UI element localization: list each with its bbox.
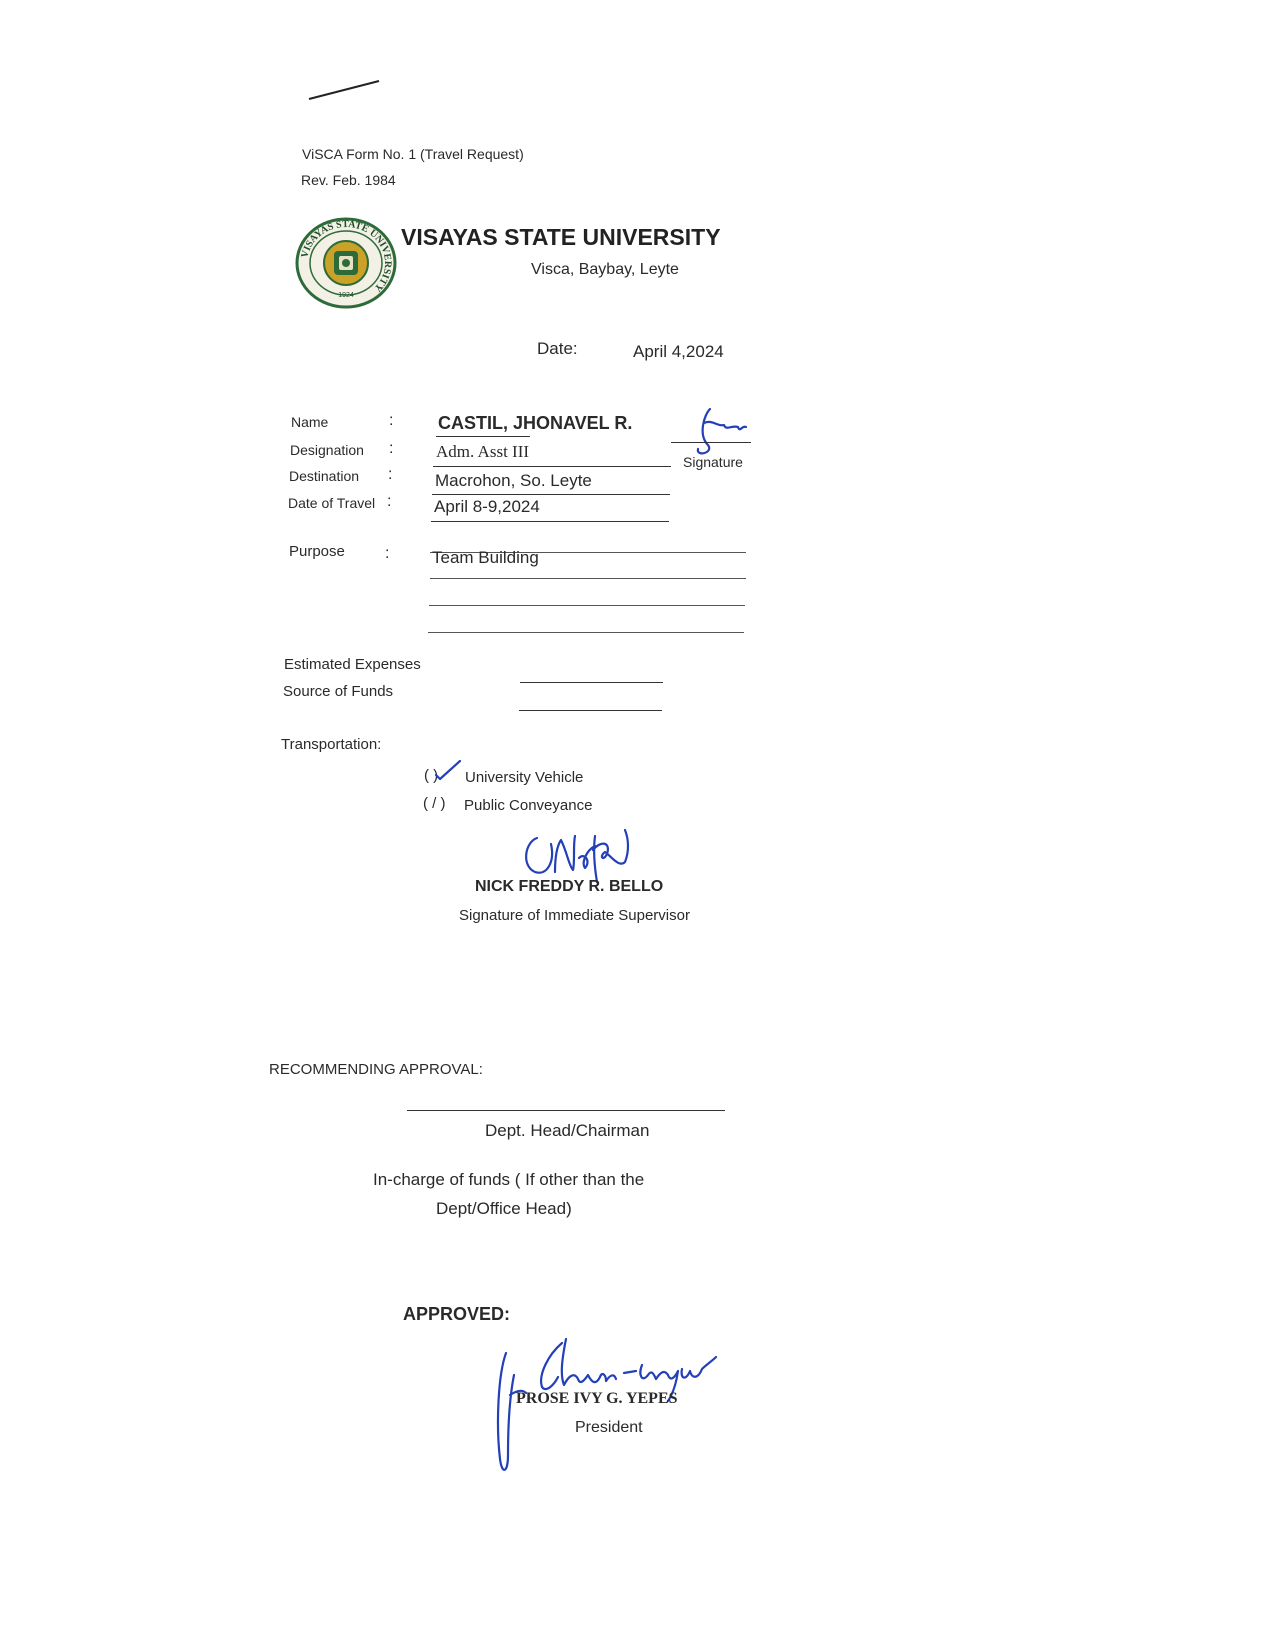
pen-stroke-mark bbox=[305, 75, 385, 105]
applicant-signature-line bbox=[671, 442, 751, 443]
university-name: VISAYAS STATE UNIVERSITY bbox=[401, 224, 721, 250]
purpose-value: Team Building bbox=[432, 548, 539, 567]
public-conveyance-label: Public Conveyance bbox=[464, 797, 593, 814]
president-name: PROSE IVY G. YEPES bbox=[516, 1390, 678, 1407]
university-vehicle-label: University Vehicle bbox=[465, 769, 584, 786]
destination-underline bbox=[432, 494, 670, 495]
date-of-travel-underline bbox=[431, 521, 669, 522]
supervisor-name: NICK FREDDY R. BELLO bbox=[475, 878, 664, 895]
incharge-funds-line1: In-charge of funds ( If other than the bbox=[373, 1170, 645, 1189]
destination-label: Destination bbox=[289, 468, 360, 484]
purpose-colon: : bbox=[385, 545, 390, 562]
destination-value: Macrohon, So. Leyte bbox=[435, 471, 592, 490]
estimated-expenses-line bbox=[520, 682, 663, 683]
svg-text:1924: 1924 bbox=[338, 292, 354, 299]
purpose-line-1 bbox=[430, 578, 746, 579]
designation-underline bbox=[433, 466, 671, 467]
destination-colon: : bbox=[388, 466, 393, 483]
public-conveyance-mark: ( / ) bbox=[423, 795, 446, 812]
supervisor-title: Signature of Immediate Supervisor bbox=[459, 907, 690, 924]
name-colon: : bbox=[389, 412, 394, 429]
designation-label: Designation bbox=[290, 442, 364, 458]
form-number: ViSCA Form No. 1 (Travel Request) bbox=[302, 146, 524, 162]
date-of-travel-label: Date of Travel bbox=[288, 495, 376, 511]
name-underline bbox=[436, 436, 530, 437]
university-seal-logo bbox=[295, 217, 397, 309]
source-of-funds-line bbox=[519, 710, 662, 711]
form-revision: Rev. Feb. 1984 bbox=[301, 172, 396, 188]
date-of-travel-value: April 8-9,2024 bbox=[434, 497, 540, 516]
date-value: April 4,2024 bbox=[633, 342, 724, 361]
date-label: Date: bbox=[537, 339, 578, 358]
university-address: Visca, Baybay, Leyte bbox=[531, 261, 679, 278]
approved-label: APPROVED: bbox=[403, 1304, 511, 1324]
dept-head-label: Dept. Head/Chairman bbox=[485, 1121, 650, 1140]
recommending-approval-label: RECOMMENDING APPROVAL: bbox=[269, 1061, 483, 1078]
date-of-travel-colon: : bbox=[387, 493, 392, 510]
applicant-signature-label: Signature bbox=[683, 454, 743, 470]
purpose-line-2 bbox=[429, 605, 745, 606]
estimated-expenses-label: Estimated Expenses bbox=[284, 656, 421, 673]
purpose-line-3 bbox=[428, 632, 744, 633]
designation-colon: : bbox=[389, 440, 394, 457]
designation-value: Adm. Asst III bbox=[436, 442, 530, 461]
name-value: CASTIL, JHONAVEL R. bbox=[438, 413, 633, 433]
svg-text:VISAYAS STATE UNIVERSITY: VISAYAS STATE UNIVERSITY bbox=[299, 218, 394, 294]
name-label: Name bbox=[291, 414, 329, 430]
dept-head-signature-line bbox=[407, 1110, 725, 1111]
transportation-label: Transportation: bbox=[281, 736, 382, 753]
checkmark-icon bbox=[428, 757, 464, 783]
purpose-label: Purpose bbox=[289, 543, 345, 560]
source-of-funds-label: Source of Funds bbox=[283, 683, 394, 700]
university-vehicle-mark: ( ) bbox=[424, 767, 439, 784]
president-title: President bbox=[575, 1419, 643, 1436]
incharge-funds-line2: Dept/Office Head) bbox=[436, 1199, 572, 1218]
